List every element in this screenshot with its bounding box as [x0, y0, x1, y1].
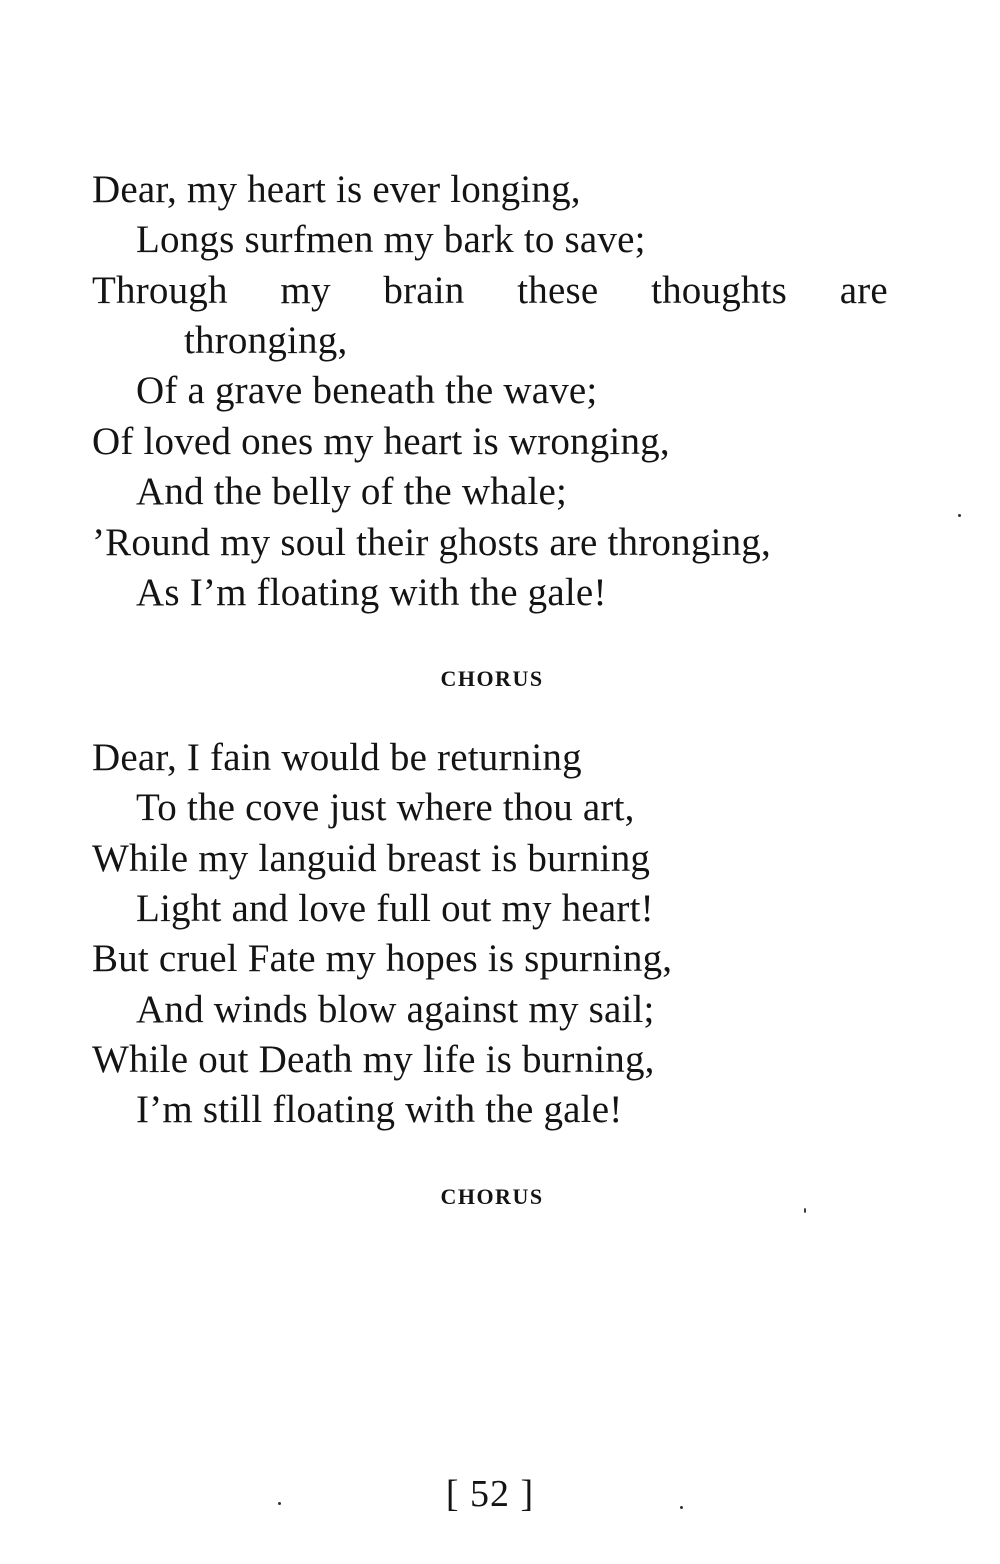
print-speck [958, 514, 961, 517]
poem-line: Dear, my heart is ever longing, [92, 168, 581, 211]
poem-line: ’Round my soul their ghosts are thronging, [92, 521, 771, 564]
poem-line [92, 266, 888, 316]
poem-line: While out Death my life is burning, [92, 1038, 655, 1081]
poem-word: Through [92, 269, 228, 312]
print-speck [278, 1502, 281, 1505]
poem-line: And the belly of the whale; [136, 470, 568, 513]
poem-line: Of a grave beneath the wave; [136, 369, 598, 412]
poem-line-continuation: thronging, [184, 319, 348, 362]
poem-word: are [839, 269, 888, 312]
poem-line: To the cove just where thou art, [136, 786, 635, 829]
poem-line: Of loved ones my heart is wronging, [92, 420, 670, 463]
poem-line: And winds blow against my sail; [136, 988, 655, 1031]
print-speck [804, 1208, 806, 1213]
poem-line: But cruel Fate my hopes is spurning, [92, 937, 673, 980]
poem-word: these [517, 269, 599, 312]
poem-line: Light and love full out my heart! [136, 887, 654, 930]
poem-line: Longs surfmen my bark to save; [136, 218, 646, 261]
poem-word: brain [383, 269, 465, 312]
poem-line: As I’m floating with the gale! [136, 571, 607, 614]
page-number: [ 52 ] [445, 1473, 535, 1515]
poem-line: Dear, I fain would be returning [92, 736, 582, 779]
poem-word: my [280, 269, 331, 312]
chorus-heading: CHORUS [440, 1184, 544, 1209]
poem-line: I’m still floating with the gale! [136, 1088, 623, 1131]
chorus-heading: CHORUS [440, 666, 544, 691]
poem-word: thoughts [651, 269, 788, 312]
print-speck [680, 1506, 683, 1509]
poem-line: While my languid breast is burning [92, 837, 651, 880]
